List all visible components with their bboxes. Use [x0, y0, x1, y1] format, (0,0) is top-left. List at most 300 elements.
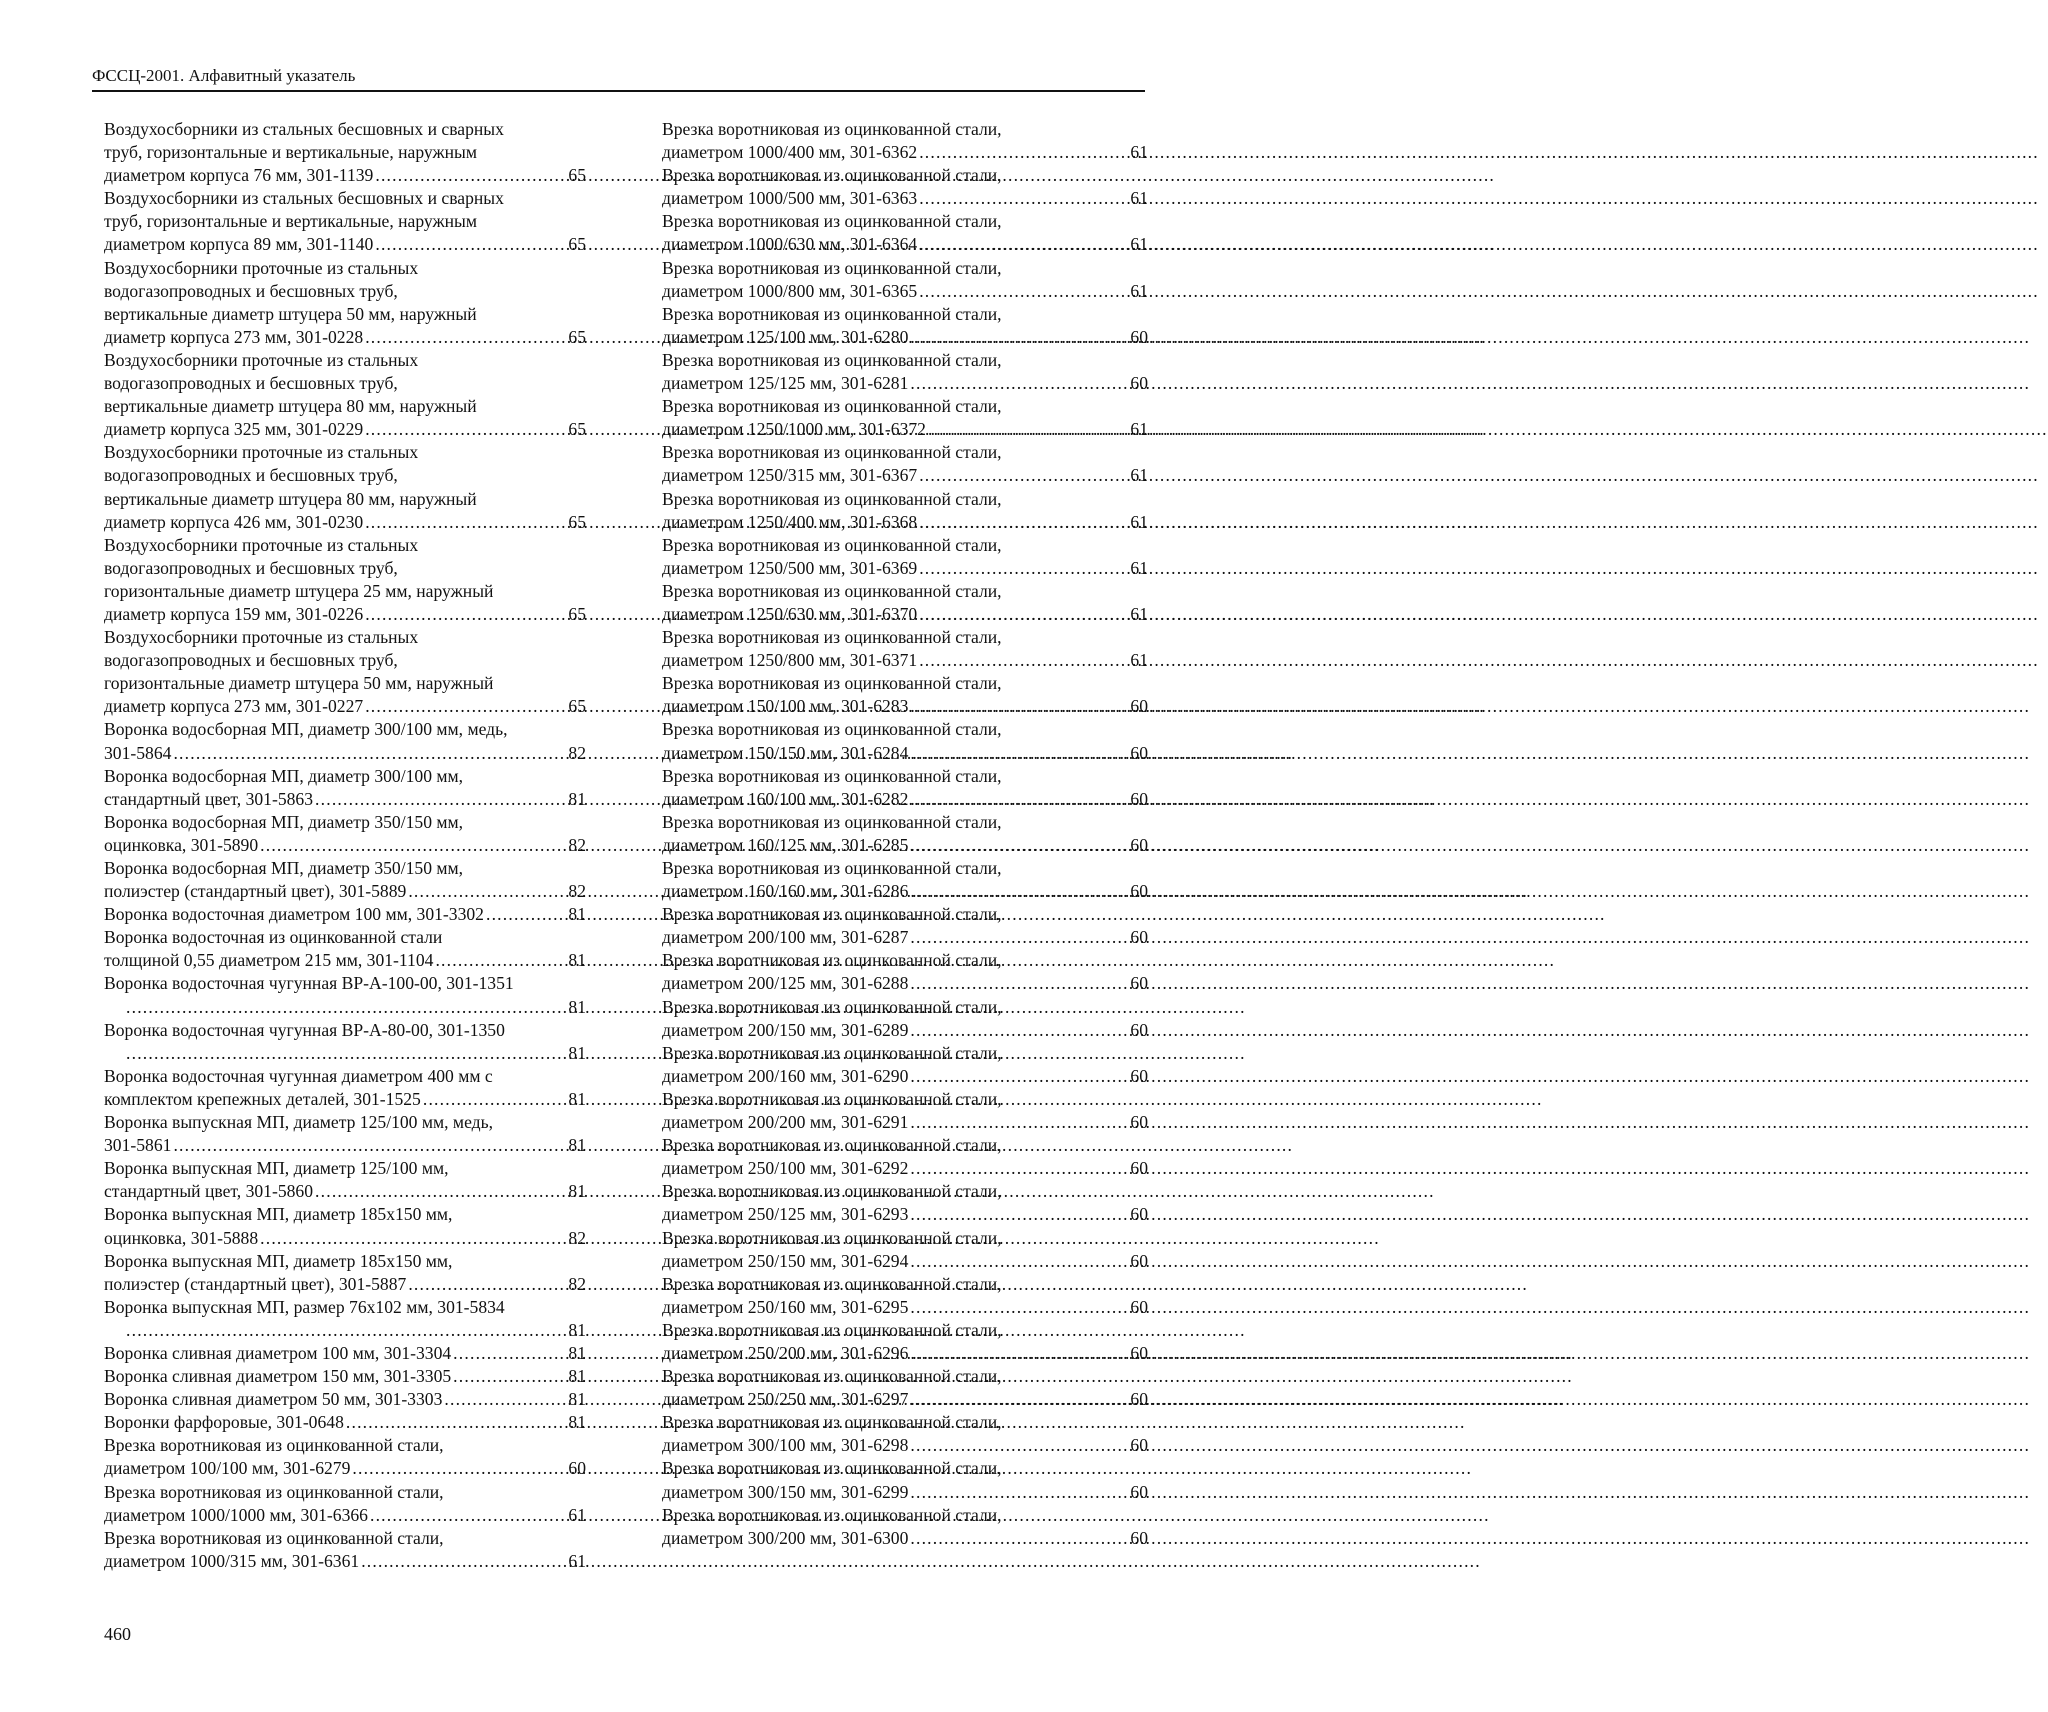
- index-entry: [104, 1065, 586, 1111]
- entry-text: диаметром 125/100 мм, 301-6280: [662, 326, 909, 347]
- entry-line: [662, 996, 1148, 1019]
- entry-text: диаметром 1250/800 мм, 301-6371: [662, 650, 918, 671]
- index-entry: [662, 349, 1148, 395]
- entry-text: Врезка воротниковая из оцинкованной стали,: [662, 257, 1002, 278]
- entry-line: [104, 1157, 586, 1180]
- entry-text: диаметром 150/150 мм, 301-6284: [662, 742, 909, 763]
- index-entry: [662, 1273, 1148, 1319]
- entry-page-ref: 81: [568, 1319, 586, 1340]
- entry-text: Врезка воротниковая из оцинкованной стали,: [104, 1481, 444, 1502]
- index-entry: [662, 210, 1148, 256]
- entry-line: [662, 765, 1148, 788]
- entry-last-line: [662, 372, 1148, 395]
- entry-line: [104, 372, 586, 395]
- entry-text: Врезка воротниковая из оцинкованной стали,: [104, 1527, 444, 1548]
- entry-line: [662, 903, 1148, 926]
- entry-line: [662, 1319, 1148, 1342]
- index-entry: [104, 811, 586, 857]
- index-entry: [662, 672, 1148, 718]
- entry-last-line: [104, 880, 586, 903]
- entry-line: [104, 141, 586, 164]
- index-entry: [104, 765, 586, 811]
- entry-last-line: [104, 511, 586, 534]
- entry-text: Воронка водосточная диаметром 100 мм, 301-3302: [104, 904, 484, 925]
- entry-last-line: [104, 949, 586, 972]
- dot-leader: [910, 1203, 1128, 1226]
- entry-text: Врезка воротниковая из оцинкованной стали,: [104, 1435, 444, 1456]
- dot-leader: [346, 1411, 567, 1434]
- entry-text: Врезка воротниковая из оцинкованной стали,: [662, 811, 1002, 832]
- entry-text: Воронка водосборная МП, диаметр 350/150 мм,: [104, 811, 464, 832]
- entry-page-ref: 65: [568, 165, 586, 186]
- entry-text: диаметром 1250/630 мм, 301-6370: [662, 603, 918, 624]
- entry-text: Воронка водосборная МП, диаметр 300/100 мм,: [104, 765, 464, 786]
- entry-last-line: [662, 972, 1148, 995]
- dot-leader: [910, 880, 1128, 903]
- entry-line: [662, 1457, 1148, 1480]
- entry-last-line: [662, 418, 1148, 441]
- entry-text: полиэстер (стандартный цвет), 301-5889: [104, 881, 407, 902]
- entry-line: [662, 811, 1148, 834]
- entry-text: Врезка воротниковая из оцинкованной стали,: [662, 1088, 1002, 1109]
- entry-line: [662, 349, 1148, 372]
- entry-line: [662, 210, 1148, 233]
- dot-leader: [453, 1342, 566, 1365]
- entry-text: комплектом крепежных деталей, 301-1525: [104, 1088, 421, 1109]
- entry-page-ref: 81: [568, 1366, 586, 1387]
- index-entry: [662, 118, 1148, 164]
- entry-line: [104, 1111, 586, 1134]
- entry-text: Воздухосборники из стальных бесшовных и сварных: [104, 188, 504, 209]
- entry-line: [662, 164, 1148, 187]
- entry-page-ref: 65: [568, 326, 586, 347]
- entry-text: Врезка воротниковая из оцинкованной стали,: [662, 1273, 1002, 1294]
- entry-last-line: [662, 603, 1148, 626]
- entry-text: горизонтальные диаметр штуцера 50 мм, наружный: [104, 673, 494, 694]
- entry-line: [104, 1481, 586, 1504]
- entry-text: Воронка выпускная МП, диаметр 125/100 мм, медь,: [104, 1112, 494, 1133]
- entry-page-ref: 60: [1130, 326, 1148, 347]
- entry-last-line: [662, 1481, 1148, 1504]
- entry-text: Врезка воротниковая из оцинкованной стали,: [662, 996, 1002, 1017]
- entry-text: водогазопроводных и бесшовных труб,: [104, 650, 398, 671]
- entry-text: Врезка воротниковая из оцинкованной стали,: [662, 580, 1002, 601]
- entry-line: [104, 972, 586, 995]
- entry-text: водогазопроводных и бесшовных труб,: [104, 373, 398, 394]
- entry-last-line: [104, 603, 586, 626]
- index-entry: [104, 972, 586, 1018]
- entry-line: [104, 672, 586, 695]
- index-entry: [104, 903, 586, 926]
- entry-text: Воздухосборники проточные из стальных: [104, 349, 419, 370]
- dot-leader: [919, 603, 1128, 626]
- index-entry: [104, 1157, 586, 1203]
- entry-page-ref: 60: [1130, 1296, 1148, 1317]
- index-entry: [662, 534, 1148, 580]
- entry-page-ref: 60: [1130, 973, 1148, 994]
- entry-text: диаметром 250/100 мм, 301-6292: [662, 1158, 909, 1179]
- entry-last-line: [104, 1411, 586, 1434]
- entry-text: Воронка водосточная чугунная ВР-А-80-00, 301-1350: [104, 1019, 505, 1040]
- index-entry: [662, 1504, 1148, 1550]
- entry-last-line: [662, 511, 1148, 534]
- entry-line: [104, 534, 586, 557]
- running-header: [92, 58, 1145, 92]
- entry-text: диаметр корпуса 273 мм, 301-0227: [104, 696, 364, 717]
- entry-line: [104, 926, 586, 949]
- dot-leader: [315, 788, 566, 811]
- entry-line: [104, 464, 586, 487]
- entry-line: [104, 1527, 586, 1550]
- entry-text: Врезка воротниковая из оцинкованной стали,: [662, 1366, 1002, 1387]
- entry-text: Воронка сливная диаметром 50 мм, 301-3303: [104, 1389, 443, 1410]
- index-entry: [662, 1457, 1148, 1503]
- entry-line: [104, 395, 586, 418]
- entry-text: диаметром 250/250 мм, 301-6297: [662, 1389, 909, 1410]
- dot-leader: [910, 1527, 1128, 1550]
- entry-page-ref: 60: [1130, 1250, 1148, 1271]
- dot-leader: [365, 511, 566, 534]
- entry-line: [104, 257, 586, 280]
- entry-page-ref: 81: [568, 1088, 586, 1109]
- entry-last-line: [662, 464, 1148, 487]
- entry-text: Врезка воротниковая из оцинкованной стали,: [662, 211, 1002, 232]
- entry-text: диаметром 160/125 мм, 301-6285: [662, 834, 909, 855]
- entry-page-ref: 65: [568, 696, 586, 717]
- dot-leader: [375, 164, 566, 187]
- page-number: 460: [104, 1624, 131, 1644]
- entry-text: Воронка водосточная чугунная диаметром 400 мм с: [104, 1065, 493, 1086]
- entry-text: диаметром 1250/315 мм, 301-6367: [662, 465, 918, 486]
- entry-text: оцинковка, 301-5890: [104, 834, 259, 855]
- dot-leader: [910, 1481, 1128, 1504]
- entry-last-line: [662, 926, 1148, 949]
- index-entry: [104, 1019, 586, 1065]
- dot-leader: [352, 1457, 566, 1480]
- entry-line: [104, 1250, 586, 1273]
- entry-line: [104, 303, 586, 326]
- entry-text: Воздухосборники проточные из стальных: [104, 442, 419, 463]
- entry-text: Воронка водосборная МП, диаметр 300/100 мм, медь,: [104, 719, 508, 740]
- entry-text: диаметром 200/160 мм, 301-6290: [662, 1065, 909, 1086]
- index-entry: [662, 1319, 1148, 1365]
- entry-line: [662, 857, 1148, 880]
- entry-text: диаметром 250/150 мм, 301-6294: [662, 1250, 909, 1271]
- entry-last-line: [662, 187, 1148, 210]
- entry-text: толщиной 0,55 диаметром 215 мм, 301-1104: [104, 950, 434, 971]
- entry-line: [104, 210, 586, 233]
- index-entry: [662, 1365, 1148, 1411]
- entry-page-ref: 60: [1130, 834, 1148, 855]
- entry-page-ref: 65: [568, 419, 586, 440]
- entry-text: Врезка воротниковая из оцинкованной стали,: [662, 950, 1002, 971]
- entry-page-ref: 61: [1130, 650, 1148, 671]
- entry-line: [662, 1088, 1148, 1111]
- dot-leader: [260, 1227, 566, 1250]
- index-entry: [662, 257, 1148, 303]
- entry-line: [104, 488, 586, 511]
- entry-last-line: [124, 996, 586, 1019]
- index-entry: [662, 303, 1148, 349]
- dot-leader: [444, 1388, 566, 1411]
- entry-page-ref: 65: [568, 603, 586, 624]
- entry-last-line: [662, 834, 1148, 857]
- entry-last-line: [662, 695, 1148, 718]
- dot-leader: [408, 880, 566, 903]
- entry-line: [662, 1180, 1148, 1203]
- entry-page-ref: 82: [568, 834, 586, 855]
- dot-leader: [453, 1365, 566, 1388]
- entry-text: диаметром 1000/630 мм, 301-6364: [662, 234, 918, 255]
- dot-leader: [919, 280, 1128, 303]
- entry-text: Врезка воротниковая из оцинкованной стали,: [662, 904, 1002, 925]
- entry-line: [104, 118, 586, 141]
- dot-leader: [910, 695, 1128, 718]
- entry-text: стандартный цвет, 301-5863: [104, 788, 314, 809]
- entry-page-ref: 81: [568, 1135, 586, 1156]
- entry-text: Врезка воротниковая из оцинкованной стали,: [662, 1504, 1002, 1525]
- dot-leader: [919, 511, 1128, 534]
- index-entry: [662, 395, 1148, 441]
- entry-page-ref: 61: [1130, 188, 1148, 209]
- entry-text: диаметром корпуса 76 мм, 301-1139: [104, 165, 374, 186]
- dot-leader: [910, 1111, 1128, 1134]
- entry-line: [662, 949, 1148, 972]
- dot-leader: [365, 418, 566, 441]
- entry-page-ref: 61: [1130, 419, 1148, 440]
- dot-leader: [919, 141, 1128, 164]
- entry-last-line: [104, 903, 586, 926]
- entry-page-ref: 82: [568, 1227, 586, 1248]
- entry-text: диаметром 200/100 мм, 301-6287: [662, 927, 909, 948]
- dot-leader: [910, 926, 1128, 949]
- index-entry: [662, 1180, 1148, 1226]
- entry-page-ref: 61: [568, 1504, 586, 1525]
- entry-line: [662, 1365, 1148, 1388]
- index-entry: [104, 1296, 586, 1342]
- index-entry: [104, 441, 586, 533]
- entry-last-line: [662, 326, 1148, 349]
- entry-text: диаметром 1000/800 мм, 301-6365: [662, 280, 918, 301]
- dot-leader: [910, 1296, 1128, 1319]
- entry-last-line: [662, 1203, 1148, 1226]
- index-entry: [104, 257, 586, 349]
- entry-last-line: [662, 141, 1148, 164]
- entry-text: диаметром корпуса 89 мм, 301-1140: [104, 234, 374, 255]
- entry-line: [104, 1434, 586, 1457]
- entry-page-ref: 61: [1130, 234, 1148, 255]
- entry-line: [104, 441, 586, 464]
- entry-page-ref: 81: [568, 1412, 586, 1433]
- entry-text: Врезка воротниковая из оцинкованной стали,: [662, 396, 1002, 417]
- dot-leader: [919, 649, 1128, 672]
- dot-leader: [361, 1550, 566, 1573]
- index-entry: [104, 187, 586, 256]
- index-entry: [104, 1342, 586, 1365]
- entry-page-ref: 81: [568, 1042, 586, 1063]
- entry-text: полиэстер (стандартный цвет), 301-5887: [104, 1273, 407, 1294]
- entry-page-ref: 60: [1130, 1065, 1148, 1086]
- entry-page-ref: 60: [1130, 1342, 1148, 1363]
- entry-text: Воронка сливная диаметром 150 мм, 301-3305: [104, 1366, 452, 1387]
- index-entry: [662, 1411, 1148, 1457]
- entry-text: Врезка воротниковая из оцинкованной стали,: [662, 719, 1002, 740]
- entry-last-line: [662, 1157, 1148, 1180]
- entry-page-ref: 82: [568, 742, 586, 763]
- entry-page-ref: 61: [1130, 603, 1148, 624]
- entry-page-ref: 81: [568, 904, 586, 925]
- entry-line: [104, 187, 586, 210]
- entry-last-line: [662, 880, 1148, 903]
- entry-line: [662, 1504, 1148, 1527]
- entry-line: [104, 1296, 586, 1319]
- entry-text: диаметром 1000/315 мм, 301-6361: [104, 1550, 360, 1571]
- entry-text: Воронка выпускная МП, диаметр 185х150 мм,: [104, 1204, 453, 1225]
- entry-page-ref: 60: [1130, 742, 1148, 763]
- entry-text: диаметром 1250/400 мм, 301-6368: [662, 511, 918, 532]
- entry-text: Врезка воротниковая из оцинкованной стали,: [662, 442, 1002, 463]
- entry-last-line: [104, 788, 586, 811]
- entry-text: диаметром 160/160 мм, 301-6286: [662, 881, 909, 902]
- entry-last-line: [104, 418, 586, 441]
- entry-page-ref: 60: [1130, 696, 1148, 717]
- entry-text: диаметром 250/160 мм, 301-6295: [662, 1296, 909, 1317]
- entry-last-line: [662, 1527, 1148, 1550]
- dot-leader: [126, 1042, 566, 1065]
- entry-text: Врезка воротниковая из оцинкованной стали,: [662, 119, 1002, 139]
- entry-last-line: [662, 649, 1148, 672]
- dot-leader: [375, 233, 566, 256]
- dot-leader: [919, 233, 1128, 256]
- entry-last-line: [104, 1180, 586, 1203]
- entry-page-ref: 61: [568, 1550, 586, 1571]
- entry-page-ref: 61: [1130, 557, 1148, 578]
- entry-page-ref: 61: [1130, 280, 1148, 301]
- entry-text: диаметром 125/125 мм, 301-6281: [662, 373, 909, 394]
- entry-text: Воздухосборники проточные из стальных: [104, 534, 419, 555]
- entry-page-ref: 60: [568, 1458, 586, 1479]
- entry-text: Воронка водосточная из оцинкованной стали: [104, 927, 443, 948]
- dot-leader: [919, 187, 1128, 210]
- index-entry: [662, 1227, 1148, 1273]
- entry-page-ref: 60: [1130, 1204, 1148, 1225]
- entry-page-ref: 60: [1130, 1112, 1148, 1133]
- dot-leader: [919, 464, 1128, 487]
- dot-leader: [910, 742, 1128, 765]
- entry-last-line: [104, 834, 586, 857]
- entry-text: диаметром 1000/400 мм, 301-6362: [662, 142, 918, 163]
- entry-text: диаметр корпуса 273 мм, 301-0228: [104, 326, 364, 347]
- entry-line: [662, 672, 1148, 695]
- entry-last-line: [104, 233, 586, 256]
- entry-text: диаметром 1250/1000 мм, 301-6372: [662, 419, 926, 440]
- entry-line: [662, 1042, 1148, 1065]
- entry-text: Врезка воротниковая из оцинкованной стали,: [662, 1319, 1002, 1340]
- entry-last-line: [104, 1457, 586, 1480]
- dot-leader: [370, 1504, 566, 1527]
- entry-last-line: [662, 1342, 1148, 1365]
- entry-page-ref: 65: [568, 511, 586, 532]
- dot-leader: [928, 418, 1128, 441]
- entry-line: [662, 1227, 1148, 1250]
- entry-page-ref: 61: [1130, 511, 1148, 532]
- index-entry: [104, 926, 586, 972]
- entry-line: [662, 257, 1148, 280]
- entry-last-line: [124, 1042, 586, 1065]
- entry-text: Воздухосборники из стальных бесшовных и сварных: [104, 119, 504, 139]
- dot-leader: [435, 949, 566, 972]
- entry-last-line: [104, 1365, 586, 1388]
- entry-last-line: [104, 1388, 586, 1411]
- entry-line: [104, 626, 586, 649]
- index-entry: [104, 1411, 586, 1434]
- dot-leader: [423, 1088, 567, 1111]
- entry-line: [662, 626, 1148, 649]
- entry-page-ref: 81: [568, 1181, 586, 1202]
- entry-text: Воронки фарфоровые, 301-0648: [104, 1412, 344, 1433]
- dot-leader: [365, 695, 566, 718]
- entry-line: [104, 349, 586, 372]
- entry-text: Воронка водосточная чугунная ВР-А-100-00, 301-1351: [104, 973, 514, 994]
- entry-last-line: [104, 1550, 586, 1573]
- entry-text: Воронка сливная диаметром 100 мм, 301-3304: [104, 1342, 452, 1363]
- dot-leader: [910, 372, 1128, 395]
- entry-text: диаметром 150/100 мм, 301-6283: [662, 696, 909, 717]
- entry-last-line: [104, 695, 586, 718]
- entry-page-ref: 61: [1130, 142, 1148, 163]
- index-entry: [662, 811, 1148, 857]
- entry-text: вертикальные диаметр штуцера 80 мм, наружный: [104, 488, 477, 509]
- index-entry: [104, 1481, 586, 1527]
- index-entry: [662, 903, 1148, 949]
- dot-leader: [910, 1342, 1128, 1365]
- entry-page-ref: 60: [1130, 1435, 1148, 1456]
- entry-page-ref: 60: [1130, 1158, 1148, 1179]
- entry-page-ref: 60: [1130, 927, 1148, 948]
- entry-text: диаметром 300/150 мм, 301-6299: [662, 1481, 909, 1502]
- entry-text: диаметром 300/100 мм, 301-6298: [662, 1435, 909, 1456]
- index-entry: [104, 118, 586, 187]
- entry-line: [104, 557, 586, 580]
- index-entry: [662, 1088, 1148, 1134]
- index-entry: [104, 857, 586, 903]
- entry-last-line: [662, 1019, 1148, 1042]
- entry-text: Врезка воротниковая из оцинкованной стали,: [662, 534, 1002, 555]
- entry-page-ref: 60: [1130, 788, 1148, 809]
- entry-page-ref: 82: [568, 881, 586, 902]
- entry-line: [662, 441, 1148, 464]
- entry-last-line: [662, 280, 1148, 303]
- entry-text: Воронка водосборная МП, диаметр 350/150 мм,: [104, 858, 464, 878]
- entry-last-line: [662, 742, 1148, 765]
- entry-last-line: [104, 1504, 586, 1527]
- entry-text: Врезка воротниковая из оцинкованной стали,: [662, 765, 1002, 786]
- dot-leader: [910, 1388, 1128, 1411]
- entry-text: диаметром 1000/500 мм, 301-6363: [662, 188, 918, 209]
- entry-text: диаметр корпуса 325 мм, 301-0229: [104, 419, 364, 440]
- entry-page-ref: 81: [568, 1342, 586, 1363]
- entry-line: [104, 580, 586, 603]
- dot-leader: [173, 1134, 566, 1157]
- index-entry: [104, 534, 586, 626]
- entry-text: Воронка выпускная МП, размер 76х102 мм, 301-5834: [104, 1296, 505, 1317]
- entry-line: [662, 580, 1148, 603]
- entry-text: Врезка воротниковая из оцинкованной стали,: [662, 349, 1002, 370]
- index-entry: [104, 1111, 586, 1157]
- index-entry: [662, 580, 1148, 626]
- entry-text: диаметром 1250/500 мм, 301-6369: [662, 557, 918, 578]
- entry-text: Врезка воротниковая из оцинкованной стали,: [662, 1181, 1002, 1202]
